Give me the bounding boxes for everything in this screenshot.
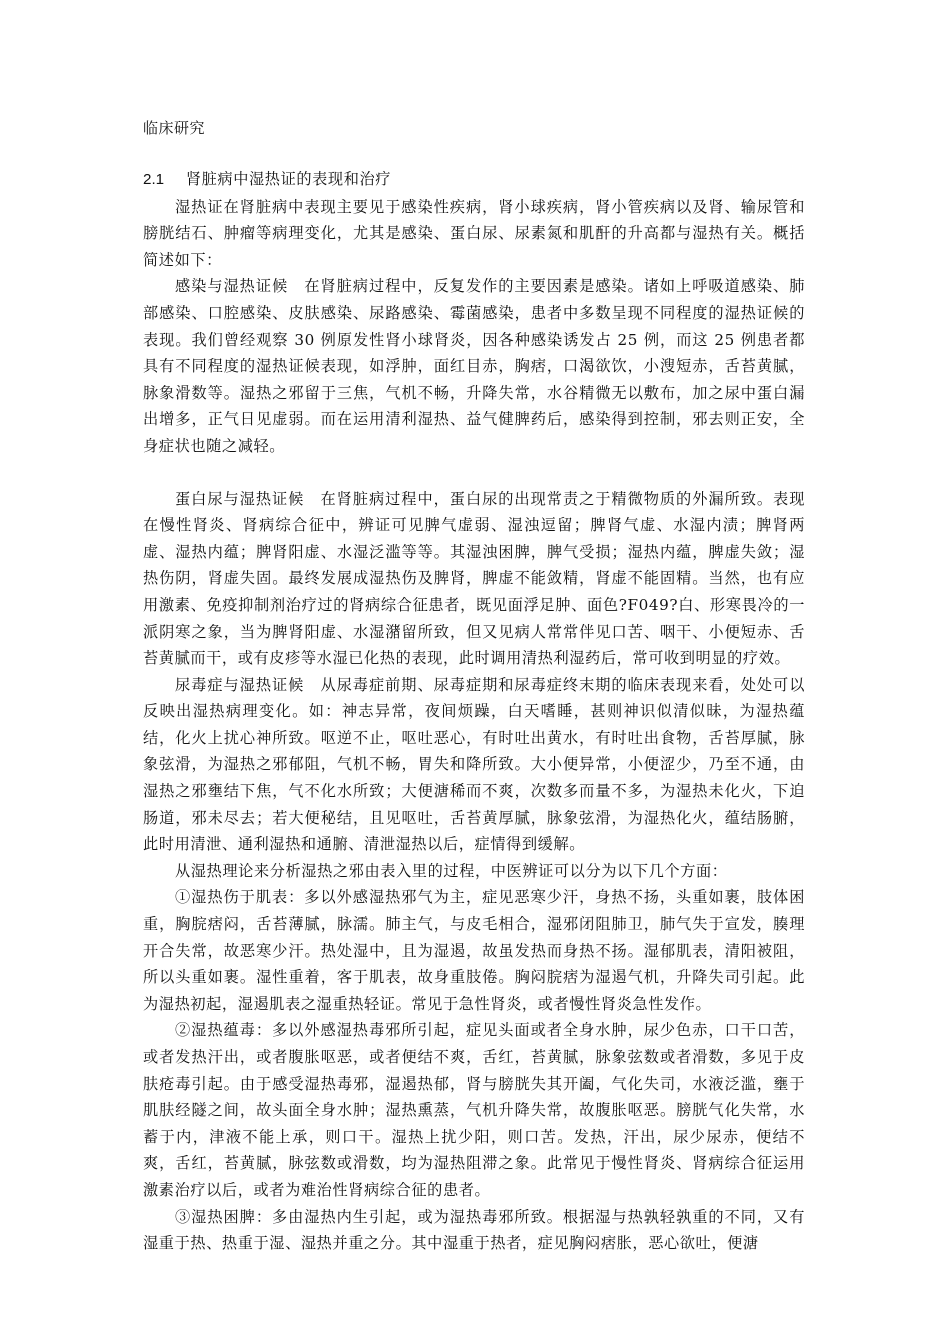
paragraph-gap <box>143 460 805 486</box>
paragraph-analysis: 从湿热理论来分析湿热之邪由表入里的过程，中医辨证可以分为以下几个方面： <box>175 861 728 880</box>
document-body <box>143 166 805 1257</box>
paragraph-proteinuria: 蛋白尿与湿热证候 在肾脏病过程中，蛋白尿的出现常责之于精微物质的外漏所致。表现在慢性肾炎、肾病综合征中，辨证可见脾气虚弱、湿浊逗留；脾肾气虚、水湿内渍；脾肾两虚、湿热内蕴；脾肾阳虚、水湿泛滥等等。其湿浊困脾，脾气受损；湿热内蕴，脾虚失敛；湿热伤阴，肾虚失固。最终发展成湿热伤及脾肾，脾虚不能敛精，肾虚不能固精。当然，也有应用激素、免疫抑制剂治疗过的肾病综合征患者，既见面浮足肿、面色?F049?白、形寒畏冷的一派阴寒之象，当为脾肾阳虚、水湿潴留所致，但又见病人常常伴见口苦、咽干、小便短赤、舌苔黄腻而干，或有皮疹等水湿已化热的表现，此时调用清热利湿药后，常可收到明显的疗效。 <box>143 489 805 668</box>
page-header-label: 临床研究 <box>143 119 206 137</box>
paragraph-item-1: ①湿热伤于肌表：多以外感湿热邪气为主，症见恶寒少汗，身热不扬，头重如裹，肢体困重，胸脘痞闷，舌苔薄腻，脉濡。肺主气，与皮毛相合，湿邪闭阻肺卫，肺气失于宣发，腠理开合失常，故恶寒少汗。热处湿中，且为湿遏，故虽发热而身热不扬。湿郁肌表，清阳被阻，所以头重如裹。湿性重着，客于肌表，故身重肢倦。胸闷脘痞为湿遏气机，升降失司引起。此为湿热初起，湿遏肌表之湿重热轻证。常见于急性肾炎，或者慢性肾炎急性发作。 <box>143 888 805 1013</box>
section-title: 肾脏病中湿热证的表现和治疗 <box>185 170 392 188</box>
paragraph-item-3: ③湿热困脾：多由湿热内生引起，或为湿热毒邪所致。根据湿与热孰轻孰重的不同，又有湿重于热、热重于湿、湿热并重之分。其中湿重于热者，症见胸闷痞胀，恶心欲吐，便溏 <box>143 1207 805 1253</box>
section-heading <box>143 166 805 194</box>
paragraph-infection: 感染与湿热证候 在肾脏病过程中，反复发作的主要因素是感染。诸如上呼吸道感染、肺部感染、口腔感染、皮肤感染、尿路感染、霉菌感染，患者中多数呈现不同程度的湿热证候的表现。我们曾经观察 30 例原发性肾小球肾炎，因各种感染诱发占 25 例，而这 25 例患者都具有不同程度的湿热证候表现，如浮肿，面红目赤，胸痞，口渴欲饮，小溲短赤，舌苔黄腻，脉象滑数等。湿热之邪留于三焦，气机不畅，升降失常，水谷精微无以敷布，加之尿中蛋白漏出增多，正气日见虚弱。而在运用清利湿热、益气健脾药后，感染得到控制，邪去则正安，全身症状也随之减轻。 <box>143 277 805 455</box>
paragraph-uremia: 尿毒症与湿热证候 从尿毒症前期、尿毒症期和尿毒症终末期的临床表现来看，处处可以反映出湿热病理变化。如：神志异常，夜间烦躁，白天嗜睡，甚则神识似清似昧，为湿热蕴结，化火上扰心神所致。呕逆不止，呕吐恶心，有时吐出黄水，有时吐出食物，舌苔厚腻，脉象弦滑，为湿热之邪郁阻，气机不畅，胃失和降所致。大小便异常，小便涩少，乃至不通，由湿热之邪壅结下焦，气不化水所致；大便溏稀而不爽，次数多而量不多，为湿热未化火，下迫肠道，邪未尽去；若大便秘结，且见呕吐，舌苔黄厚腻，脉象弦滑，为湿热化火，蕴结肠腑，此时用清泄、通利湿热和通腑、清泄湿热以后，症情得到缓解。 <box>143 675 805 854</box>
section-number: 2.1 <box>143 171 165 188</box>
paragraph-item-2: ②湿热蕴毒：多以外感湿热毒邪所引起，症见头面或者全身水肿，尿少色赤，口干口苦，或者发热汗出，或者腹胀呕恶，或者便结不爽，舌红，苔黄腻，脉象弦数或者滑数，多见于皮肤疮毒引起。由于感受湿热毒邪，湿遏热郁，肾与膀胱失其开阖，气化失司，水液泛滥，壅于肌肤经隧之间，故头面全身水肿；湿热熏蒸，气机升降失常，故腹胀呕恶。膀胱气化失常，水蓄于内，津液不能上承，则口干。湿热上扰少阳，则口苦。发热，汗出，尿少尿赤，便结不爽，舌红，苔黄腻，脉弦数或滑数，均为湿热阻滞之象。此常见于慢性肾炎、肾病综合征运用激素治疗以后，或者为难治性肾病综合征的患者。 <box>143 1021 805 1199</box>
paragraph-intro: 湿热证在肾脏病中表现主要见于感染性疾病，肾小球疾病，肾小管疾病以及肾、输尿管和膀胱结石、肿瘤等病理变化，尤其是感染、蛋白尿、尿素氮和肌酐的升高都与湿热有关。概括简述如下： <box>143 197 805 269</box>
